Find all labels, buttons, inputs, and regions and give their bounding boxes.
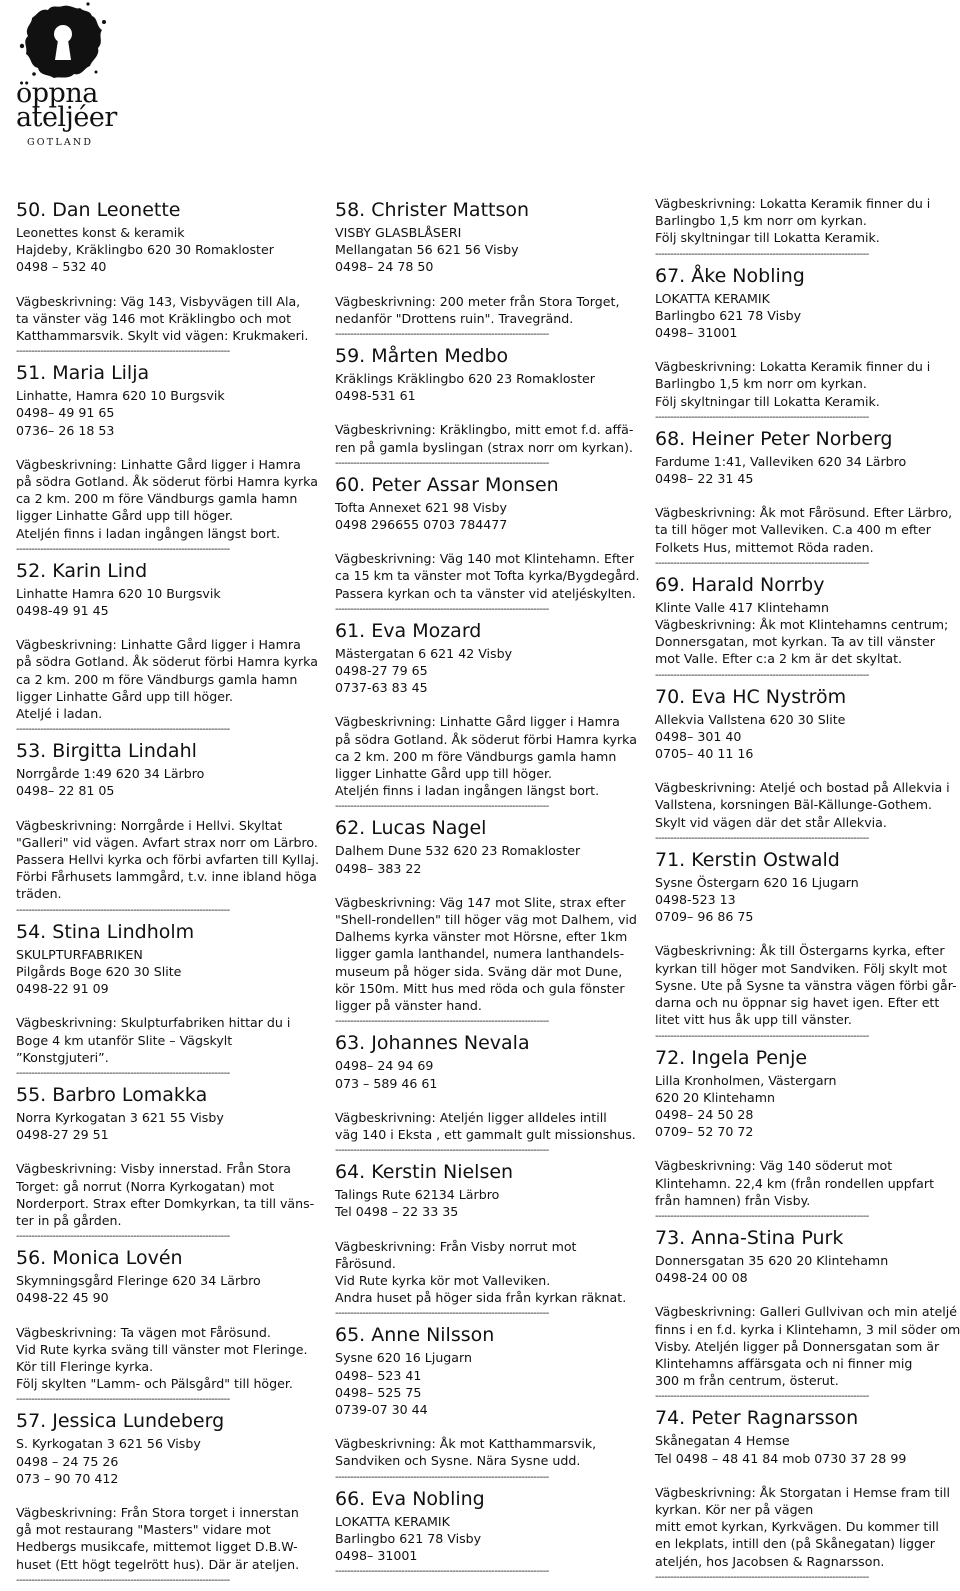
dashed-separator: ----------------------------------------------------------------------- (335, 603, 549, 615)
entry-text-line: Vägbeskrivning: Lokatta Keramik finner du i (655, 359, 931, 375)
entry-text-line: 073 – 589 46 61 (335, 1075, 438, 1091)
dashed-separator: ----------------------------------------------------------------------- (16, 543, 230, 555)
entry-text-line: 0498 – 532 40 (16, 259, 107, 275)
artist-entry (16, 1247, 316, 1392)
entry-title: 51. Maria Lilja (16, 362, 150, 385)
blank-line (16, 997, 316, 1014)
entry-text-line: Talings Rute 62134 Lärbro (335, 1187, 500, 1203)
blank-line (335, 533, 640, 550)
dashed-separator: ----------------------------------------------------------------------- (16, 1574, 230, 1586)
entry-text-line: ter in på gården. (16, 1212, 122, 1228)
entry-text-line: Torget: gå norrut (Norra Kyrkogatan) mot (16, 1178, 275, 1194)
dashed-separator: ----------------------------------------------------------------------- (335, 457, 549, 469)
dashed-separator: ----------------------------------------------------------------------- (335, 1145, 549, 1157)
entry-text-line: Linhatte Hamra 620 10 Burgsvik (16, 585, 221, 601)
dashed-separator: ----------------------------------------------------------------------- (655, 1571, 869, 1583)
entry-text-line: en lekplats, intill den (på Skånegatan) ligger (655, 1536, 935, 1552)
entry-text-line: Skymningsgård Fleringe 620 34 Lärbro (16, 1273, 261, 1289)
artist-entry (655, 265, 955, 410)
blank-line (335, 1418, 640, 1435)
entry-text-line: Vägbeskrivning: Åk mot Fårösund. Efter Lärbro, (655, 505, 953, 521)
column-2 (335, 197, 640, 1582)
entry-text-line: från hamnen) från Visby. (655, 1192, 811, 1208)
entry-text-line: Mästergatan 6 621 42 Visby (335, 645, 513, 661)
artist-entry (16, 199, 316, 344)
entry-text-line: ren på gamla byslingan (strax norr om kyrkan). (335, 439, 633, 455)
entry-text-line: 0498– 523 41 (335, 1367, 422, 1383)
entry-text-line: Norra Kyrkogatan 3 621 55 Visby (16, 1109, 224, 1125)
entry-text-line: LOKATTA KERAMIK (335, 1513, 450, 1529)
entry-text-line: ligger Linhatte Gård upp till höger. (16, 688, 234, 704)
entry-text-line: ligger gamla lanthandel, numera lanthandels- (335, 946, 625, 962)
entry-text-line: Vägbeskrivning: Ateljé och bostad på Allekvia i (655, 780, 950, 796)
entry-text-line: mitt emot kyrkan, Kyrkvägen. Du kommer till (655, 1519, 939, 1535)
entry-title: 60. Peter Assar Monsen (335, 473, 559, 496)
dashed-separator: ----------------------------------------------------------------------- (655, 411, 869, 423)
entry-text-line: ca 2 km. 200 m före Vändburgs gamla hamn (16, 491, 298, 507)
artist-entry (655, 1047, 955, 1209)
entry-text-line: ta vänster väg 146 mot Kräklingbo och mot (16, 310, 292, 326)
entry-title: 54. Stina Lindholm (16, 920, 195, 943)
dashed-separator: ----------------------------------------------------------------------- (335, 1016, 549, 1028)
logo (8, 0, 128, 160)
dashed-separator: ----------------------------------------------------------------------- (16, 346, 230, 358)
entry-text-line: Donnersgatan, mot kyrkan. Ta av till vänster (655, 634, 935, 650)
entry-text-line: huset (Ett högt tegelrött hus). Där är ateljen. (16, 1556, 300, 1572)
entry-text-line: 0498– 24 50 28 (655, 1106, 754, 1122)
entry-text-line: "Galleri" vid vägen. Avfart strax norr om Lärbro. (16, 834, 318, 850)
entry-title: 61. Eva Mozard (335, 619, 482, 642)
entry-text-line: ta till höger mot Valleviken. C.a 400 m efter (655, 522, 931, 538)
entry-text-line: väg 140 i Eksta , ett gammalt gult missionshus. (335, 1126, 636, 1142)
entry-text-line: Donnersgatan 35 620 20 Klintehamn (655, 1252, 889, 1268)
entry-text-line: Ateljén finns i ladan ingången längst bort. (16, 525, 281, 541)
dashed-separator: ----------------------------------------------------------------------- (335, 1471, 549, 1483)
artist-entry (335, 474, 640, 602)
entry-text-line: Vägbeskrivning: Linhatte Gård ligger i Hamra (335, 714, 620, 730)
entry-text-line: Kör till Fleringe kyrka. (16, 1358, 154, 1374)
entry-text-line: mot Valle. Efter c:a 2 km är det skyltat. (655, 651, 903, 667)
entry-title: 70. Eva HC Nyström (655, 685, 847, 708)
entry-text-line: Vägbeskrivning: Åk Storgatan i Hemse fram till (655, 1484, 950, 1500)
entry-text-line: Ateljé i ladan. (16, 706, 103, 722)
artist-entry (655, 849, 955, 1029)
dashed-separator: ----------------------------------------------------------------------- (655, 1030, 869, 1042)
logo-word-gotland: GOTLAND (27, 137, 94, 148)
entry-text-line: Följ skyltningar till Lokatta Keramik. (655, 230, 880, 246)
entry-text-line: 0709– 96 86 75 (655, 909, 754, 925)
entry-text-line: Vid Rute kyrka sväng till vänster mot Fleringe. (16, 1341, 308, 1357)
blank-line (335, 276, 640, 293)
artist-entry (655, 574, 955, 668)
entry-text-line: Sysne 620 16 Ljugarn (335, 1350, 472, 1366)
artist-entry (16, 740, 319, 902)
entry-title: 50. Dan Leonette (16, 199, 181, 221)
artist-entry (335, 199, 640, 327)
entry-text-line: 0498-523 13 (655, 892, 736, 908)
artist-entry (335, 345, 640, 456)
entry-title: 56. Monica Lovén (16, 1247, 183, 1270)
artist-entry (335, 620, 640, 800)
entry-text-line: Vid Rute kyrka kör mot Valleviken. (335, 1272, 551, 1288)
entry-text-line: Fardume 1:41, Valleviken 620 34 Lärbro (655, 453, 907, 469)
entry-title: 57. Jessica Lundeberg (16, 1410, 225, 1433)
entry-text-line: darna och nu öppnar sig havet igen. Efter ett (655, 995, 940, 1011)
entry-text-line: 0498– 383 22 (335, 860, 422, 876)
dashed-separator: ----------------------------------------------------------------------- (655, 248, 869, 260)
artist-entry (655, 1407, 955, 1569)
entry-title: 64. Kerstin Nielsen (335, 1161, 514, 1184)
entry-text-line: nedanför "Drottens ruin". Travegränd. (335, 310, 574, 326)
entry-text-line: 0498 296655 0703 784477 (335, 517, 508, 533)
entry-text-line: Sysne Östergarn 620 16 Ljugarn (655, 874, 859, 890)
blank-line (335, 404, 640, 421)
artist-entry (335, 1488, 640, 1565)
entry-text-line: Följ skylten "Lamm- och Pälsgård" till höger. (16, 1376, 293, 1392)
entry-text-line: Andra huset på höger sida från kyrkan räknat. (335, 1290, 627, 1306)
entry-text-line: Förbi Fårhusets lammgård, t.v. inne ibland höga (16, 869, 317, 885)
entry-text-line: Vallstena, korsningen Bäl-Källunge-Gothem. (655, 797, 933, 813)
entry-text-line: Vägbeskrivning: Väg 140 mot Klintehamn. Efter (335, 551, 634, 567)
entry-text-line: ligger på vänster hand. (335, 998, 482, 1014)
entry-text-line: Leonettes konst & keramik (16, 225, 185, 240)
artist-entry (335, 1032, 640, 1143)
entry-text-line: Ateljén finns i ladan ingången längst bort. (335, 783, 600, 799)
entry-text-line: Vägbeskrivning: Väg 140 söderut mot (655, 1158, 893, 1174)
blank-line (16, 276, 316, 293)
entry-text-line: Passera kyrkan och ta vänster vid ateljéskylten. (335, 585, 636, 601)
entry-text-line: Vägbeskrivning: Väg 147 mot Slite, strax efter (335, 894, 626, 910)
entry-text-line: Vägbeskrivning: Från Stora torget i innerstan (16, 1504, 299, 1520)
blank-line (335, 696, 640, 713)
artist-entry (335, 1161, 640, 1306)
dashed-separator: ----------------------------------------------------------------------- (655, 1391, 869, 1403)
entry-text-line: 0709– 52 70 72 (655, 1124, 754, 1140)
entry-text-line: Klintehamn. 22,4 km (från rondellen uppfart (655, 1175, 935, 1191)
entry-text-line: Vägbeskrivning: Linhatte Gård ligger i Hamra (16, 456, 301, 472)
entry-title: 69. Harald Norrby (655, 573, 825, 596)
entry-text-line: gå mot restaurang "Masters" vidare mot (16, 1522, 271, 1538)
entry-text-line: ligger Linhatte Gård upp till höger. (335, 766, 553, 782)
entry-text-line: 0498– 301 40 (655, 728, 742, 744)
entry-text-line: Barlingbo 1,5 km norr om kyrkan. (655, 376, 867, 392)
entry-text-line: 0498-27 29 51 (16, 1127, 109, 1143)
entry-text-line: 0498– 31001 (335, 1547, 418, 1563)
entry-text-line: 0498 – 24 75 26 (16, 1453, 119, 1469)
entry-title: 53. Birgitta Lindahl (16, 740, 197, 763)
entry-text-line: Hajdeby, Kräklingbo 620 30 Romakloster (16, 242, 274, 258)
dashed-separator: ----------------------------------------------------------------------- (16, 904, 230, 916)
entry-text-line: Tel 0498 – 22 33 35 (335, 1204, 459, 1220)
blank-line (16, 1307, 316, 1324)
blank-line (655, 341, 955, 358)
logo-word-oppna: öppna (16, 78, 98, 109)
blank-line (16, 619, 316, 636)
entry-text-line: 0736– 26 18 53 (16, 422, 115, 438)
dashed-separator: ----------------------------------------------------------------------- (655, 832, 869, 844)
blank-line (655, 1140, 955, 1157)
entry-title: 52. Karin Lind (16, 559, 148, 582)
entry-text-line: Katthammarsvik. Skylt vid vägen: Krukmakeri. (16, 328, 309, 344)
entry-text-line: finns i en f.d. kyrka i Klintehamn, 3 mil söder om (655, 1321, 960, 1337)
entry-text-line: 0498-22 91 09 (16, 981, 109, 997)
dashed-separator: ----------------------------------------------------------------------- (16, 724, 230, 736)
entry-text-line: VISBY GLASBLÅSERI (335, 225, 462, 240)
entry-text-line: träden. (16, 886, 62, 902)
entry-text-line: 0498– 24 78 50 (335, 259, 434, 275)
entry-title: 67. Åke Nobling (655, 264, 805, 287)
entry-title: 63. Johannes Nevala (335, 1032, 530, 1055)
entry-text-line: Vägbeskrivning: Galleri Gullvivan och min ateljé (655, 1304, 958, 1320)
entry-text-line: Vägbeskrivning: Ateljén ligger alldeles intill (335, 1109, 607, 1125)
entry-text-line: Sandviken och Sysne. Nära Sysne udd. (335, 1453, 581, 1469)
entry-text-line: 0498-24 00 08 (655, 1270, 748, 1286)
entry-title: 71. Kerstin Ostwald (655, 848, 840, 871)
entry-text-line: 0737-63 83 45 (335, 680, 428, 696)
column-1 (16, 197, 319, 1591)
entry-text-line: 0498-22 45 90 (16, 1290, 109, 1306)
entry-text-line: Vägbeskrivning: Ta vägen mot Fårösund. (16, 1324, 271, 1340)
entry-text-line: ca 2 km. 200 m före Vändburgs gamla hamn (335, 748, 617, 764)
dashed-separator: ----------------------------------------------------------------------- (16, 1394, 230, 1406)
entry-title: 74. Peter Ragnarsson (655, 1407, 859, 1430)
entry-text-line: Norrgårde 1:49 620 34 Lärbro (16, 766, 205, 782)
entry-text-line: Vägbeskrivning: Åk till Östergarns kyrka, efter (655, 943, 945, 959)
entry-text-line: kör 150m. Mitt hus med röda och gula fönster (335, 980, 625, 996)
entry-text-line: Vägbeskrivning: 200 meter från Stora Torget, (335, 293, 620, 309)
entry-text-line: Barlingbo 621 78 Visby (335, 1530, 482, 1546)
artist-entry (16, 362, 316, 542)
entry-text-line: 0498– 22 31 45 (655, 471, 754, 487)
entry-text-line: kyrkan. Kör ner på vägen (655, 1501, 814, 1517)
entry-text-line: Dalhem Dune 532 620 23 Romakloster (335, 843, 581, 859)
blank-line (16, 1487, 316, 1504)
artist-entry (655, 686, 955, 831)
blank-line (335, 1092, 640, 1109)
entry-text-line: 0498– 525 75 (335, 1384, 422, 1400)
artist-entry (16, 1084, 316, 1229)
entry-text-line: Vägbeskrivning: Visby innerstad. Från Stora (16, 1161, 291, 1177)
entry-text-line: på södra Gotland. Åk söderut förbi Hamra kyrka (16, 474, 318, 490)
entry-text-line: Skånegatan 4 Hemse (655, 1433, 790, 1449)
logo-word-ateljeer: ateljéer (16, 102, 117, 133)
entry-text-line: 0498– 31001 (655, 325, 738, 341)
artist-entry (16, 1410, 316, 1572)
entry-text-line: Vägbeskrivning: Åk mot Katthammarsvik, (335, 1436, 597, 1452)
entry-text-line: S. Kyrkogatan 3 621 56 Visby (16, 1436, 201, 1452)
entry-text-line: Sysne. Ute på Sysne ta vänstra vägen förbi går- (655, 977, 957, 993)
blank-line (655, 487, 955, 504)
entry-text-line: Klintehamns affärsgata och ni finner mig (655, 1355, 913, 1371)
entry-text-line: på södra Gotland. Åk söderut förbi Hamra kyrka (335, 731, 637, 747)
entry-text-line: Allekvia Vallstena 620 30 Slite (655, 711, 846, 727)
entry-text-line: ligger Linhatte Gård upp till höger. (16, 508, 234, 524)
entry-text-line: ca 2 km. 200 m före Vändburgs gamla hamn (16, 671, 298, 687)
entry-text-line: LOKATTA KERAMIK (655, 290, 770, 306)
dashed-separator: ----------------------------------------------------------------------- (655, 1210, 869, 1222)
entry-title: 58. Christer Mattson (335, 199, 530, 221)
entry-text-line: 0705– 40 11 16 (655, 746, 754, 762)
blank-line (16, 800, 316, 817)
blank-line (655, 1286, 955, 1303)
entry-text-line: Kräklings Kräklingbo 620 23 Romakloster (335, 371, 595, 387)
entry-text-line: 0498-531 61 (335, 388, 416, 404)
entry-title: 68. Heiner Peter Norberg (655, 427, 893, 450)
entry-text-line: Vägbeskrivning: Linhatte Gård ligger i Hamra (16, 637, 301, 653)
dashed-separator: ----------------------------------------------------------------------- (335, 329, 549, 341)
entry-text-line: Passera Hellvi kyrka och förbi avfarten till Kyllaj. (16, 852, 319, 868)
dashed-separator: ----------------------------------------------------------------------- (16, 1231, 230, 1243)
entry-text-line: Boge 4 km utanför Slite – Vägskylt (16, 1032, 233, 1048)
entry-text-line: Lilla Kronholmen, Västergarn (655, 1072, 837, 1088)
artist-entry (655, 1226, 960, 1389)
entry-text-line: ateljén, hos Jacobsen & Ragnarsson. (655, 1553, 885, 1569)
blank-line (655, 925, 955, 942)
artist-entry (16, 921, 316, 1066)
entry-text-line: 620 20 Klintehamn (655, 1089, 775, 1105)
dashed-separator: ----------------------------------------------------------------------- (335, 1566, 549, 1578)
entry-text-line: Skylt vid vägen där det står Allekvia. (655, 814, 887, 830)
entry-text-line: kyrkan till höger mot Sandviken. Följ skylt mot (655, 960, 948, 976)
entry-text-line: Mellangatan 56 621 56 Visby (335, 242, 519, 258)
entry-title: 66. Eva Nobling (335, 1487, 485, 1510)
entry-title: 73. Anna-Stina Purk (655, 1226, 844, 1249)
entry-text-line: Vägbeskrivning: Väg 143, Visbyvägen till Ala, (16, 293, 301, 309)
entry-text-line: Vägbeskrivning: Kräklingbo, mitt emot f.d. affä- (335, 422, 634, 438)
entry-text-line: Linhatte, Hamra 620 10 Burgsvik (16, 388, 225, 404)
entry-text-line: Tel 0498 – 48 41 84 mob 0730 37 28 99 (655, 1450, 907, 1466)
artist-entry (335, 817, 640, 1014)
entry-text-line: "Shell-rondellen" till höger väg mot Dalhem, vid (335, 912, 637, 928)
entry-text-line: ”Konstgjuteri”. (16, 1049, 109, 1065)
entry-text-line: 300 m från centrum, österut. (655, 1373, 839, 1389)
artist-entry (655, 428, 955, 556)
entry-title: 55. Barbro Lomakka (16, 1083, 208, 1106)
artist-entry (16, 560, 316, 722)
blank-line (655, 762, 955, 779)
dashed-separator: ----------------------------------------------------------------------- (655, 669, 869, 681)
entry-text-line: Hedbergs musikcafe, mittemot ligget D.B.W- (16, 1539, 298, 1555)
entry-text-line: 0498-27 79 65 (335, 663, 428, 679)
entry-text-line: Folkets Hus, mittemot Röda raden. (655, 539, 874, 555)
entry-title: 72. Ingela Penje (655, 1046, 808, 1069)
entry-text-line: Tofta Annexet 621 98 Visby (335, 499, 507, 515)
entry-title: 59. Mårten Medbo (335, 345, 509, 368)
entry-text-line: Vägbeskrivning: Skulpturfabriken hittar du i (16, 1015, 291, 1031)
entry-text-line: Norderport. Strax efter Domkyrkan, ta till väns- (16, 1195, 315, 1211)
entry-text-line: 0739-07 30 44 (335, 1401, 428, 1417)
entry-title: 65. Anne Nilsson (335, 1324, 495, 1347)
entry-text-line: Fårösund. (335, 1255, 396, 1271)
entry-text-line: litet vitt hus åk upp till vänster. (655, 1012, 852, 1028)
entry-text-line: SKULPTURFABRIKEN (16, 946, 143, 962)
entry-text-line: 0498– 49 91 65 (16, 405, 115, 421)
entry-text-line: 0498– 22 81 05 (16, 783, 115, 799)
entry-text-line: Klinte Valle 417 Klintehamn (655, 599, 829, 615)
entry-text-line: Följ skyltningar till Lokatta Keramik. (655, 393, 880, 409)
entry-text-line: Vägbeskrivning: Lokatta Keramik finner du i (655, 196, 931, 211)
entry-text-line: Vägbeskrivning: Från Visby norrut mot (335, 1238, 577, 1254)
blank-line (16, 439, 316, 456)
entry-text-line: Visby. Ateljén ligger på Donnersgatan som är (655, 1338, 940, 1354)
artist-entry (335, 1324, 640, 1469)
entry-text-line: Barlingbo 621 78 Visby (655, 307, 802, 323)
dashed-separator: ----------------------------------------------------------------------- (16, 1067, 230, 1079)
keyhole-splash-icon (18, 2, 108, 84)
blank-line (335, 877, 640, 894)
dashed-separator: ----------------------------------------------------------------------- (335, 801, 549, 813)
entry-text-line: museum på höger sida. Sväng där mot Dune, (335, 963, 623, 979)
blank-line (16, 1143, 316, 1160)
entry-text-line: på södra Gotland. Åk söderut förbi Hamra kyrka (16, 654, 318, 670)
entry-text-line: 0498– 24 94 69 (335, 1058, 434, 1074)
entry-text-line: Pilgårds Boge 620 30 Slite (16, 963, 182, 979)
entry-title: 62. Lucas Nagel (335, 817, 487, 840)
entry-text-line: Vägbeskrivning: Åk mot Klintehamns centrum; (655, 617, 949, 633)
entry-text-line: Dalhems kyrka vänster mot Hörsne, efter 1km (335, 929, 628, 945)
dashed-separator: ----------------------------------------------------------------------- (335, 1308, 549, 1320)
blank-line (655, 1467, 955, 1484)
blank-line (335, 1221, 640, 1238)
entry-text-line: ca 15 km ta vänster mot Tofta kyrka/Bygdegård. (335, 568, 640, 584)
entry-text-line: 073 – 90 70 412 (16, 1470, 119, 1486)
entry-text-line: 0498-49 91 45 (16, 603, 109, 619)
dashed-separator: ----------------------------------------------------------------------- (655, 557, 869, 569)
entry-text-line: Barlingbo 1,5 km norr om kyrkan. (655, 213, 867, 229)
entry-text-line: Vägbeskrivning: Norrgårde i Hellvi. Skyltat (16, 817, 283, 833)
column-3 (655, 195, 960, 1588)
